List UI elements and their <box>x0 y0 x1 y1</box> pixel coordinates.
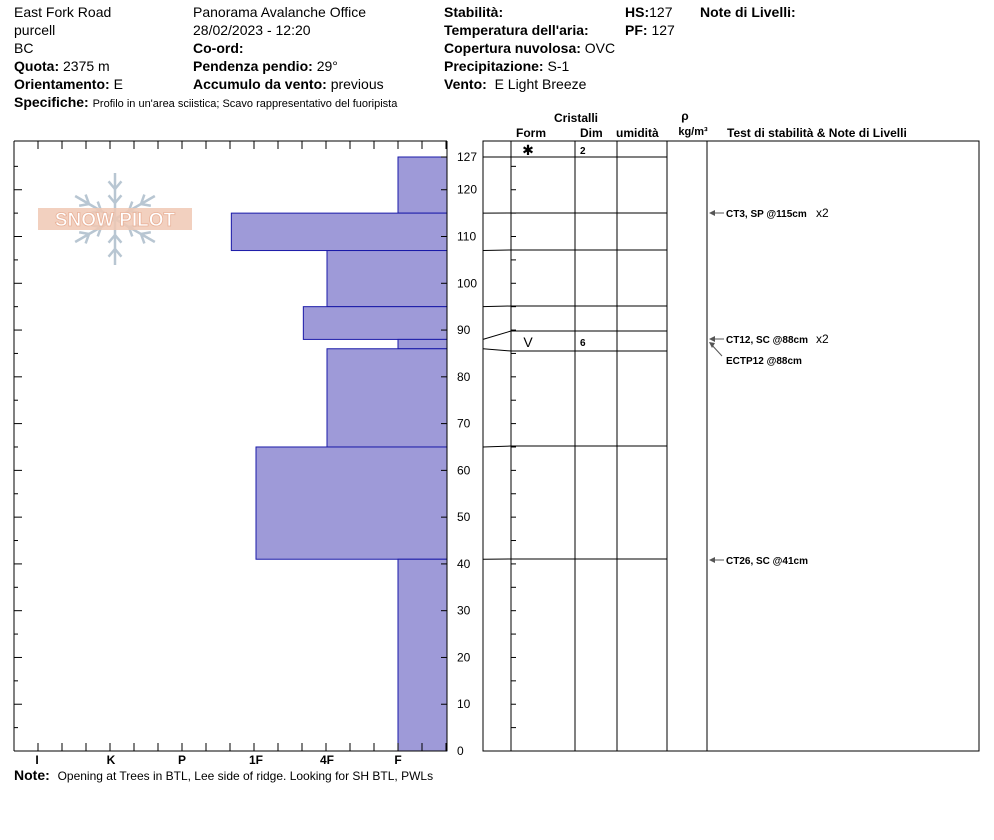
hardness-layer-bar <box>256 447 447 559</box>
hs-value: 127 <box>649 4 673 20</box>
height-tick-label: 127 <box>457 150 478 164</box>
hardness-tick-label: P <box>177 753 187 767</box>
hardness-layer-bar <box>398 339 447 348</box>
pf-label: PF: <box>625 22 648 38</box>
test-result-label: CT3, SP @115cm <box>726 209 807 220</box>
logo-text: SNOW PILOT <box>54 210 176 231</box>
slope-value: 29° <box>316 58 338 74</box>
test-result-label: CT26, SC @41cm <box>726 556 809 567</box>
region: BC <box>14 40 34 56</box>
test-arrow-head <box>709 557 715 563</box>
size-header: Dim <box>580 126 603 140</box>
layer-notes-label: Note di Livelli: <box>700 4 796 20</box>
elevation-value: 2375 m <box>63 58 110 74</box>
crystal-size: 6 <box>580 338 586 349</box>
tests-header: Test di stabilità & Note di Livelli <box>727 126 907 140</box>
location-name: East Fork Road <box>14 4 112 20</box>
moisture-header: umidità <box>616 126 659 140</box>
hardness-tick-label: F <box>394 753 402 767</box>
precip-label: Precipitazione: <box>444 58 544 74</box>
height-tick-label: 20 <box>457 650 471 665</box>
snowpilot-logo <box>38 173 192 265</box>
test-result-label: CT12, SC @88cm <box>726 335 809 346</box>
layer-connector-line <box>483 446 511 447</box>
aspect-label: Orientamento: <box>14 76 110 92</box>
height-tick-label: 40 <box>457 556 471 571</box>
crystals-header: Cristalli <box>554 111 599 125</box>
crystal-form: ✱ <box>522 142 534 158</box>
hardness-layer-bar <box>231 213 447 250</box>
hs-label: HS: <box>625 4 650 20</box>
wind-value: E Light Breeze <box>494 76 587 92</box>
slope-label: Pendenza pendio: <box>193 58 313 74</box>
date-time: 28/02/2023 - 12:20 <box>193 22 311 38</box>
test-count-label: x2 <box>816 332 829 346</box>
rho-header: ρ <box>681 109 689 123</box>
test-result-label: ECTP12 @88cm <box>726 356 802 367</box>
form-header: Form <box>516 126 546 140</box>
hardness-tick-label: K <box>106 753 116 767</box>
height-tick-label: 0 <box>457 744 464 758</box>
specifics-value: Profilo in un'area sciistica; Scavo rappresentativo del fuoripista <box>92 98 398 110</box>
height-tick-label: 10 <box>457 697 471 712</box>
specifics-label: Specifiche: <box>14 94 89 110</box>
footer-note-value: Opening at Trees in BTL, Lee side of ridge. Looking for SH BTL, PWLs <box>57 769 434 783</box>
stability-label: Stabilità: <box>444 4 504 20</box>
height-tick-label: 60 <box>457 463 471 478</box>
precip-value: S-1 <box>547 58 570 74</box>
elevation-label: Quota: <box>14 58 60 74</box>
sky-label: Copertura nuvolosa: <box>444 40 581 56</box>
footer-note-label: Note: <box>14 767 50 783</box>
height-tick-label: 50 <box>457 510 471 525</box>
hardness-layer-bar <box>398 559 447 751</box>
hardness-layer-bar <box>303 307 447 340</box>
height-tick-label: 120 <box>457 182 478 197</box>
aspect-value: E <box>113 76 123 92</box>
wind-loading-value: previous <box>330 76 384 92</box>
hardness-layer-bar <box>327 251 447 307</box>
hardness-layer-bar <box>327 349 447 447</box>
sky-value: OVC <box>584 40 616 56</box>
height-tick-label: 80 <box>457 369 471 384</box>
coords-label: Co-ord: <box>193 40 244 56</box>
layer-connector-line <box>483 250 511 251</box>
crystal-size: 2 <box>580 146 586 157</box>
hardness-tick-label: 1F <box>248 753 264 767</box>
density-unit-header: kg/m³ <box>678 126 708 138</box>
height-tick-label: 110 <box>457 229 477 244</box>
layer-connector-line <box>483 331 511 339</box>
test-arrow-head <box>709 210 715 216</box>
mountain-range: purcell <box>14 22 56 38</box>
hardness-layer-bar <box>398 157 447 213</box>
test-count-label: x2 <box>816 206 829 220</box>
layer-connector-line <box>483 306 511 307</box>
height-tick-label: 30 <box>457 603 471 618</box>
wind-loading-label: Accumulo da vento: <box>193 76 327 92</box>
layer-connector-line <box>483 349 511 351</box>
height-tick-label: 100 <box>457 276 478 291</box>
pf-value: 127 <box>651 22 675 38</box>
office-name: Panorama Avalanche Office <box>193 4 367 20</box>
hardness-tick-label: 4F <box>319 753 335 767</box>
hardness-tick-label: I <box>35 753 39 767</box>
air-temp-label: Temperatura dell'aria: <box>444 22 589 38</box>
wind-label: Vento: <box>444 76 487 92</box>
test-arrow-head <box>709 336 715 342</box>
crystal-form: V <box>523 334 533 350</box>
height-tick-label: 70 <box>457 416 471 431</box>
height-tick-label: 90 <box>457 323 471 338</box>
